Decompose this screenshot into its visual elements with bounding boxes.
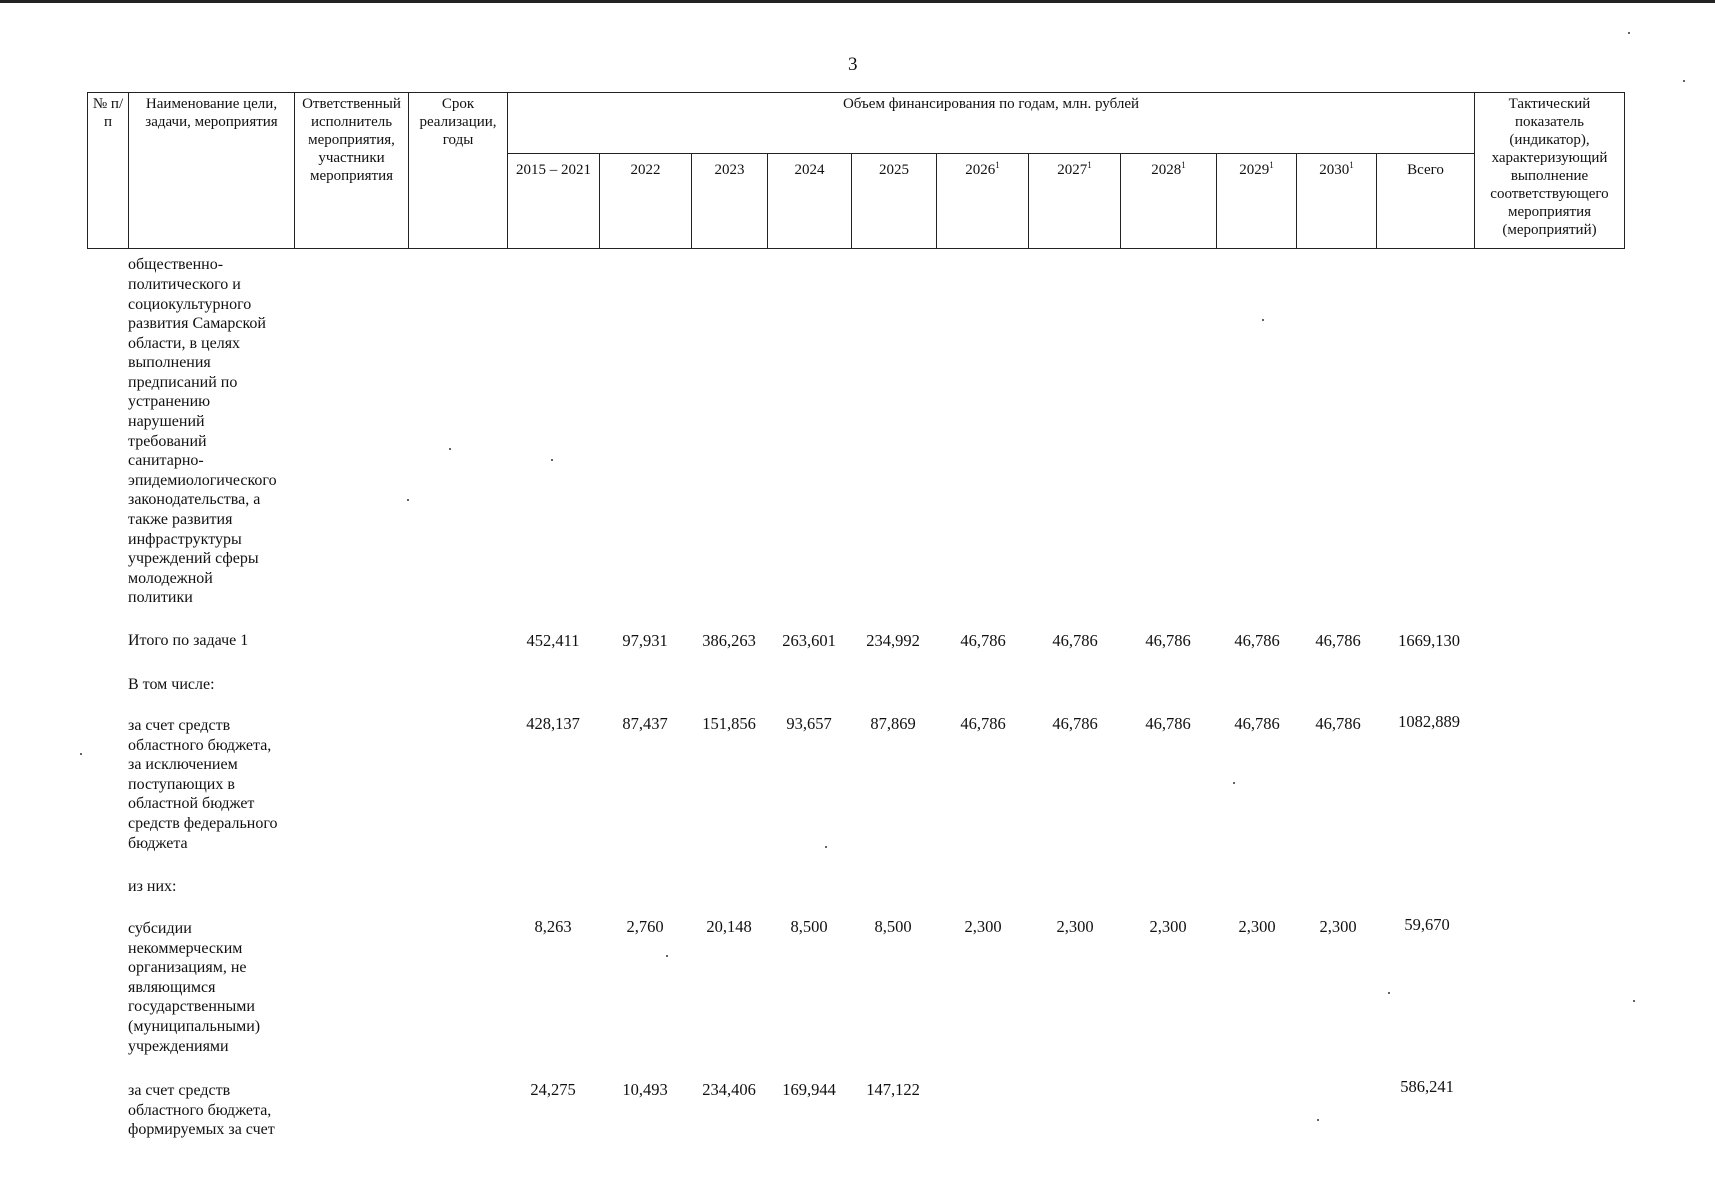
value-2025: 234,992 — [866, 631, 920, 650]
value-2029: 2,300 — [1238, 917, 1276, 936]
row-label: бюджета — [128, 835, 188, 852]
header-year-2024: 2024 — [768, 154, 852, 249]
row-label: являющимся — [128, 979, 216, 996]
row-label: В том числе: — [128, 676, 215, 693]
continuation-line: области, в целях — [128, 335, 241, 352]
value-2030: 46,786 — [1315, 631, 1361, 650]
row-label: из них: — [128, 878, 177, 895]
row-label: областного бюджета, — [128, 737, 272, 754]
scan-speck — [1633, 1000, 1635, 1002]
value-2025: 147,122 — [866, 1080, 920, 1099]
scan-speck — [1388, 992, 1390, 994]
continuation-line: политического и — [128, 276, 241, 293]
funding-table-header — [87, 92, 1625, 249]
value-2022: 2,760 — [626, 917, 664, 936]
scan-speck — [825, 846, 827, 848]
continuation-line: инфраструктуры — [128, 531, 242, 548]
value-2024: 169,944 — [782, 1080, 836, 1099]
header-funding-title: Объем финансирования по годам, млн. рублей — [508, 93, 1475, 154]
value-2030: 2,300 — [1319, 917, 1357, 936]
value-2026: 46,786 — [960, 714, 1006, 733]
header-year-2027: 2027$^1$ — [1029, 154, 1121, 249]
value-2025: 8,500 — [874, 917, 912, 936]
row-label: формируемых за счет — [128, 1121, 275, 1138]
value-2027: 46,786 — [1052, 714, 1098, 733]
continuation-line: молодежной — [128, 570, 213, 587]
scan-speck — [449, 448, 451, 450]
header-name: Наименование цели, задачи, мероприятия — [129, 93, 295, 249]
row-label: организациям, не — [128, 959, 247, 976]
row-label: за счет средств — [128, 1082, 231, 1099]
value-2030: 46,786 — [1315, 714, 1361, 733]
value-2025: 87,869 — [870, 714, 916, 733]
value-total: 59,670 — [1404, 915, 1450, 934]
value-2028: 2,300 — [1149, 917, 1187, 936]
value-2015-2021: 24,275 — [530, 1080, 576, 1099]
continuation-line: эпидемиологического — [128, 472, 277, 489]
value-2027: 2,300 — [1056, 917, 1094, 936]
row-label: областного бюджета, — [128, 1102, 272, 1119]
scan-speck — [1628, 32, 1630, 34]
value-2022: 10,493 — [622, 1080, 668, 1099]
value-total: 586,241 — [1400, 1077, 1454, 1096]
scan-speck — [1317, 1119, 1319, 1121]
continuation-line: требований — [128, 433, 207, 450]
value-2023: 386,263 — [702, 631, 756, 650]
value-2024: 93,657 — [786, 714, 832, 733]
value-2027: 46,786 — [1052, 631, 1098, 650]
value-2022: 97,931 — [622, 631, 668, 650]
continuation-line: социокультурного — [128, 296, 252, 313]
header-year-2023: 2023 — [692, 154, 768, 249]
top-border-line — [0, 0, 1715, 3]
continuation-line: нарушений — [128, 413, 205, 430]
row-label: учреждениями — [128, 1038, 229, 1055]
continuation-line: санитарно- — [128, 452, 204, 469]
row-label: областной бюджет — [128, 795, 255, 812]
scan-speck — [666, 955, 668, 957]
header-total: Всего — [1377, 154, 1475, 249]
row-label: государственными — [128, 998, 255, 1015]
row-label: поступающих в — [128, 776, 235, 793]
header-year-2028: 2028$^1$ — [1121, 154, 1217, 249]
continuation-line: учреждений сферы — [128, 550, 259, 567]
continuation-line: также развития — [128, 511, 233, 528]
header-year-2022: 2022 — [600, 154, 692, 249]
header-year-2030: 2030$^1$ — [1297, 154, 1377, 249]
scan-speck — [1683, 80, 1685, 82]
scan-speck — [551, 459, 553, 461]
value-2026: 46,786 — [960, 631, 1006, 650]
continuation-line: устранению — [128, 393, 211, 410]
header-year-2015-2021: 2015 – 2021 — [508, 154, 600, 249]
value-2022: 87,437 — [622, 714, 668, 733]
value-2024: 263,601 — [782, 631, 836, 650]
value-2015-2021: 428,137 — [526, 714, 580, 733]
value-total: 1669,130 — [1398, 631, 1460, 650]
value-2023: 20,148 — [706, 917, 752, 936]
value-2029: 46,786 — [1234, 714, 1280, 733]
value-2028: 46,786 — [1145, 631, 1191, 650]
row-label: за исключением — [128, 756, 238, 773]
header-indicator: Тактический показатель (индикатор), характеризующий выполнение соответствующего мероприятия (мероприятий) — [1475, 93, 1625, 249]
scan-speck — [80, 753, 82, 755]
value-2023: 234,406 — [702, 1080, 756, 1099]
row-label: субсидии — [128, 920, 192, 937]
value-2024: 8,500 — [790, 917, 828, 936]
value-2015-2021: 452,411 — [526, 631, 580, 650]
row-label: за счет средств — [128, 717, 231, 734]
scan-speck — [407, 499, 409, 501]
header-period: Срок реализации, годы — [409, 93, 508, 249]
header-num: № п/п — [88, 93, 129, 249]
continuation-line: политики — [128, 589, 193, 606]
header-year-2025: 2025 — [852, 154, 937, 249]
header-year-2029: 2029$^1$ — [1217, 154, 1297, 249]
value-total: 1082,889 — [1398, 712, 1460, 731]
continuation-line: выполнения — [128, 354, 211, 371]
row-label: (муниципальными) — [128, 1018, 261, 1035]
continuation-line: законодательства, а — [128, 491, 261, 508]
continuation-line: развития Самарской — [128, 315, 266, 332]
row-label: Итого по задаче 1 — [128, 632, 249, 649]
continuation-line: общественно- — [128, 256, 224, 273]
row-label: средств федерального — [128, 815, 278, 832]
header-executor: Ответственный исполнитель мероприятия, участники мероприятия — [295, 93, 409, 249]
scan-speck — [1262, 319, 1264, 321]
value-2015-2021: 8,263 — [534, 917, 572, 936]
header-year-2026: 2026$^1$ — [937, 154, 1029, 249]
value-2028: 46,786 — [1145, 714, 1191, 733]
scan-speck — [1233, 782, 1235, 784]
continuation-line: предписаний по — [128, 374, 238, 391]
row-label: некоммерческим — [128, 940, 243, 957]
value-2023: 151,856 — [702, 714, 756, 733]
page-number: 3 — [848, 54, 858, 75]
value-2029: 46,786 — [1234, 631, 1280, 650]
value-2026: 2,300 — [964, 917, 1002, 936]
